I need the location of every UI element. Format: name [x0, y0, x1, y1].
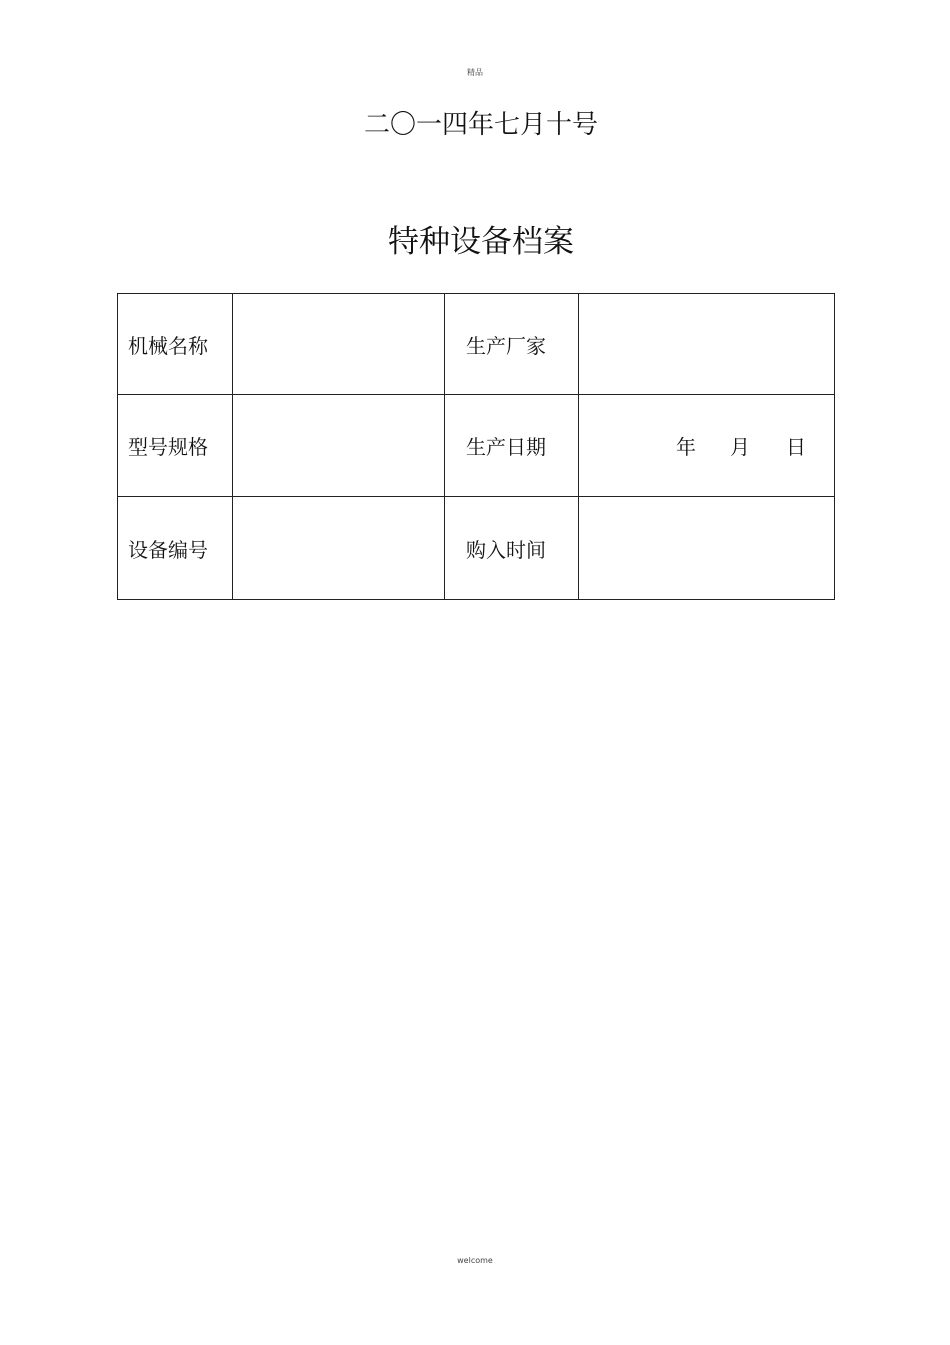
purchase-time-field[interactable]	[579, 497, 835, 600]
production-date-parts	[579, 431, 834, 460]
header-watermark: 精品	[467, 68, 483, 77]
table-row	[118, 395, 835, 497]
model-spec-field[interactable]	[233, 395, 445, 497]
document-title: 特种设备档案	[388, 224, 574, 260]
footer-watermark: welcome	[457, 1256, 493, 1265]
equipment-number-label: 设备编号	[118, 497, 233, 600]
date-month-marker: 月	[730, 435, 750, 459]
equipment-record-table	[117, 293, 835, 600]
manufacturer-label: 生产厂家	[445, 294, 579, 395]
equipment-number-field[interactable]	[233, 497, 445, 600]
date-day-marker: 日	[786, 435, 806, 459]
table-row	[118, 294, 835, 395]
production-date-label: 生产日期	[445, 395, 579, 497]
manufacturer-field[interactable]	[579, 294, 835, 395]
table-row	[118, 497, 835, 600]
production-date-field[interactable]	[579, 395, 835, 497]
document-date: 二〇一四年七月十号	[363, 110, 598, 140]
model-spec-label: 型号规格	[118, 395, 233, 497]
date-year-marker: 年	[676, 435, 696, 459]
machine-name-field[interactable]	[233, 294, 445, 395]
machine-name-label: 机械名称	[118, 294, 233, 395]
purchase-time-label: 购入时间	[445, 497, 579, 600]
